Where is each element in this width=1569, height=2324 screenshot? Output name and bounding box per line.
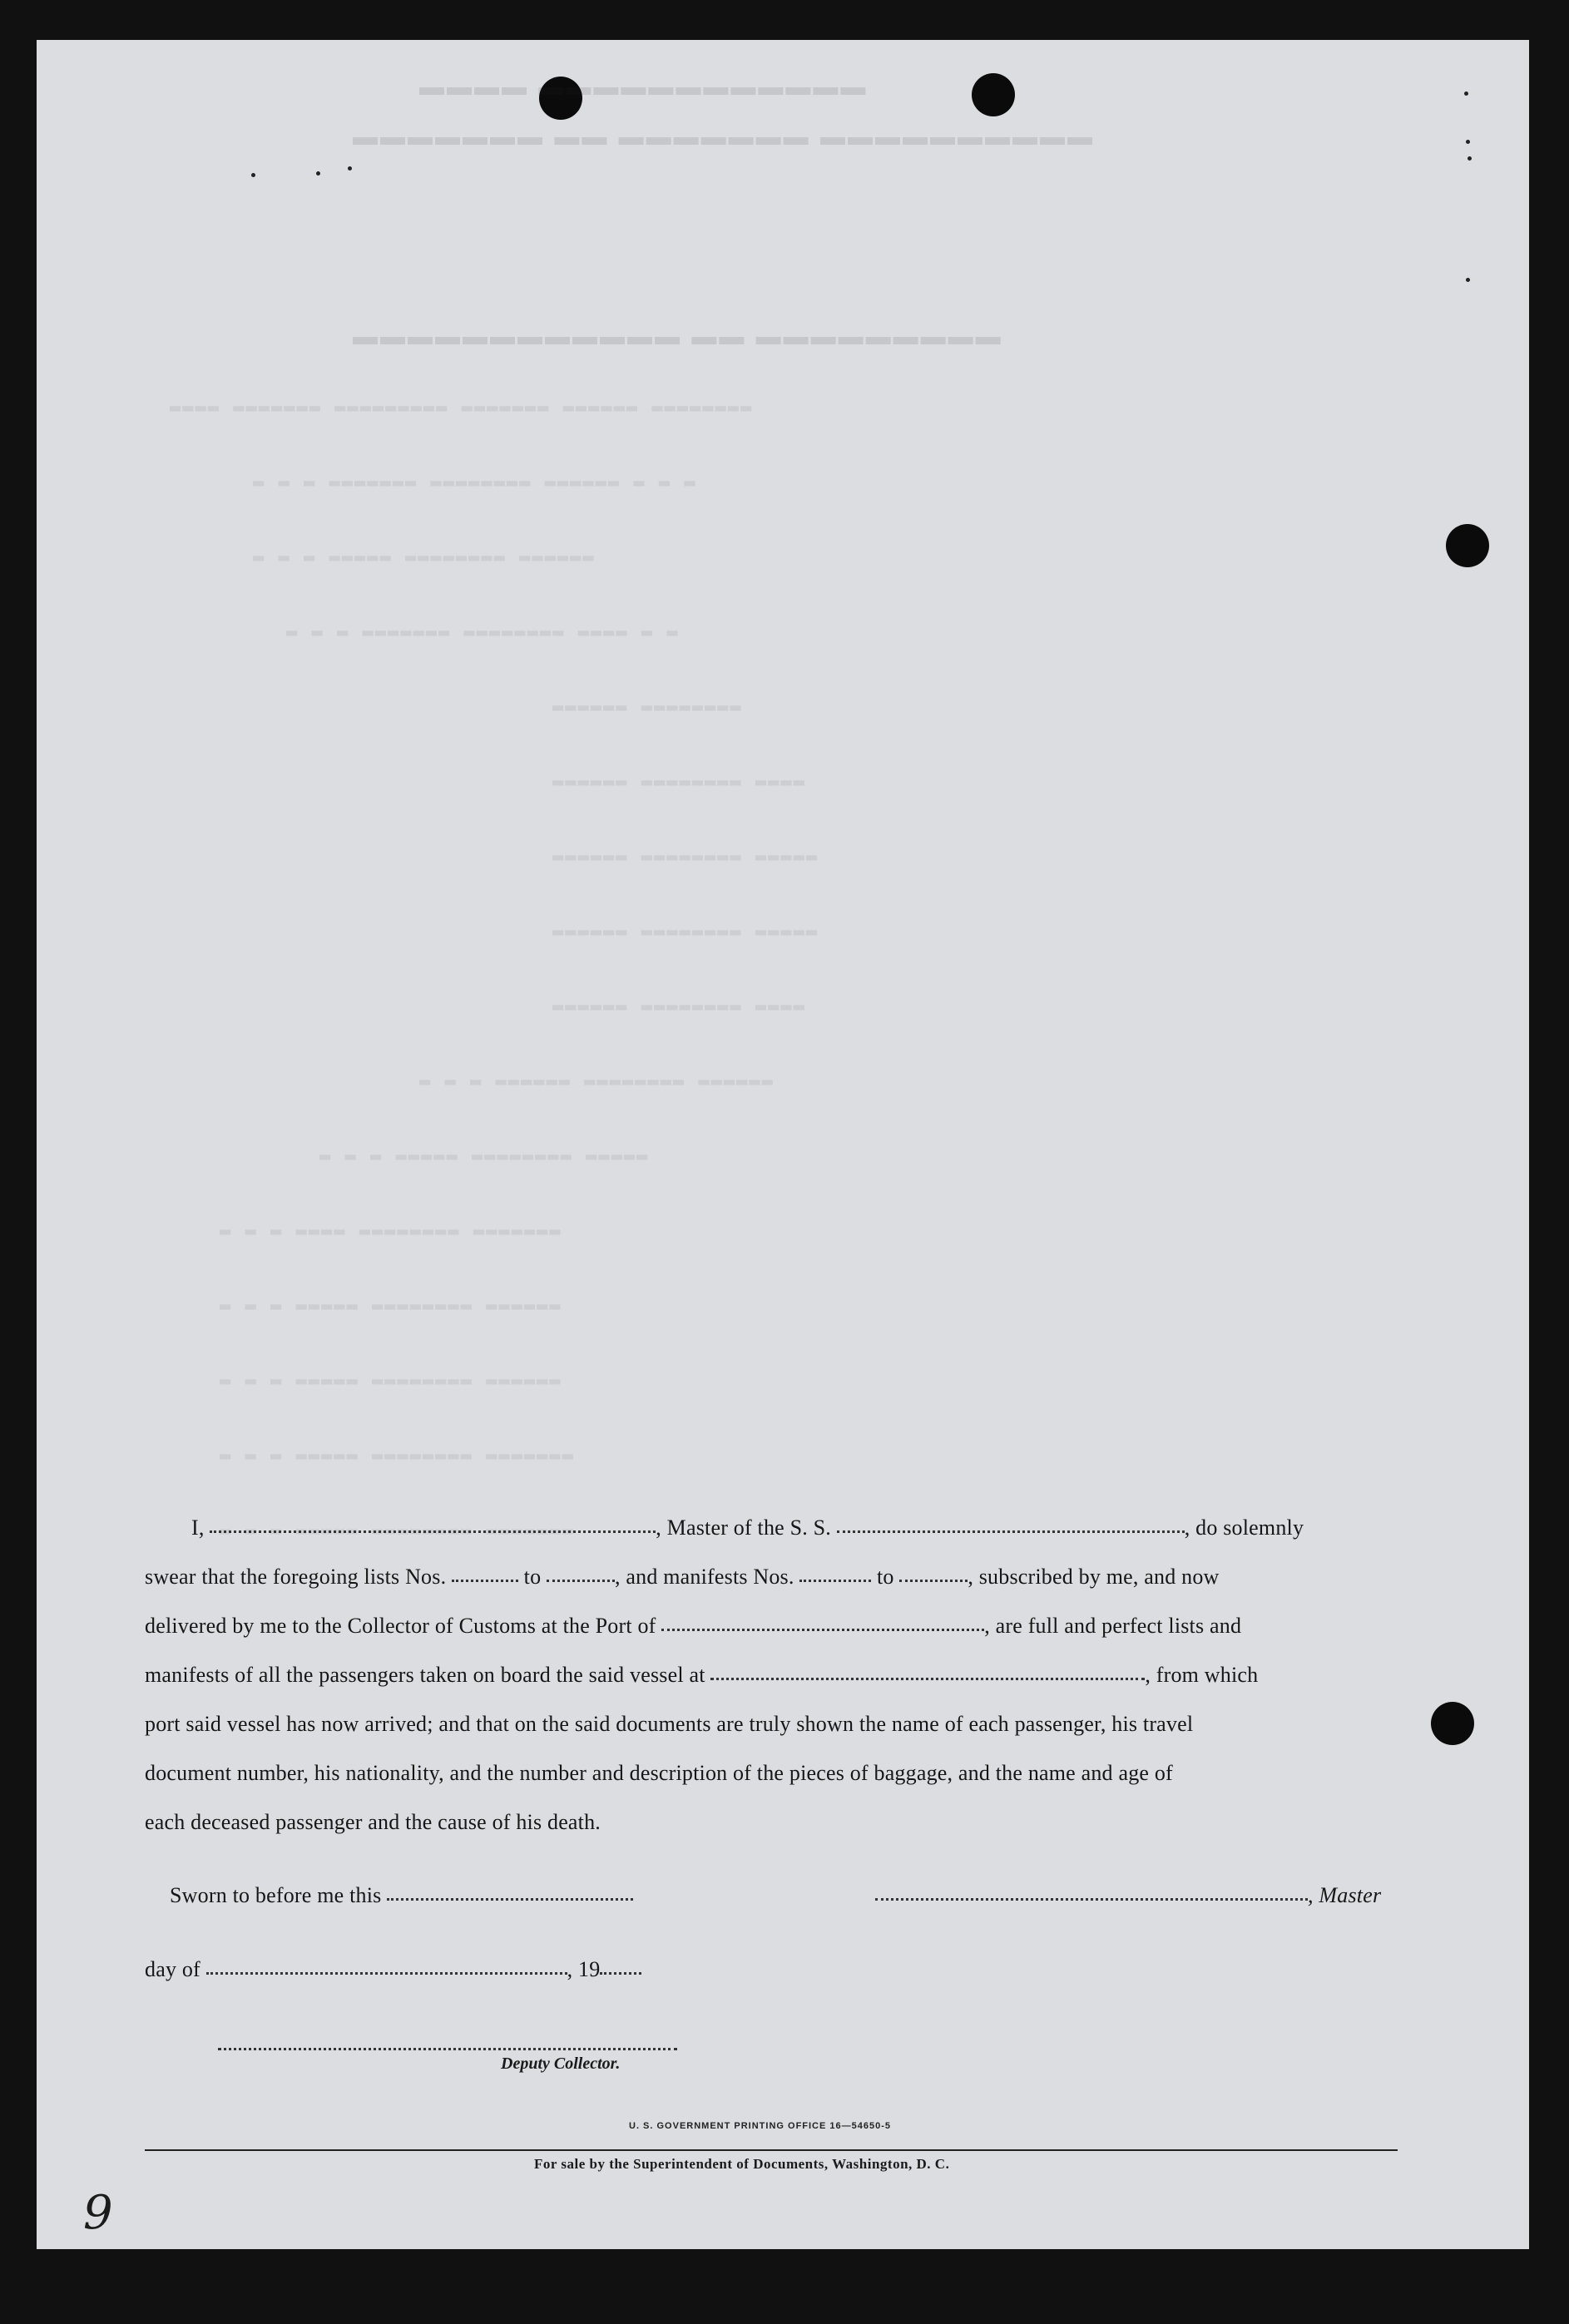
punch-hole-right-upper xyxy=(1446,524,1489,567)
document-page: ▬▬▬▬ ▬▬▬▬▬▬▬▬▬▬▬▬ ▬▬▬▬▬▬▬ ▬▬ ▬▬▬▬▬▬▬ ▬▬▬▬▬▬▬▬▬▬ ▬▬▬▬▬▬▬▬▬▬▬▬ ▬▬ ▬▬▬▬▬▬▬▬▬ ▬▬▬▬ ▬▬▬▬▬▬▬ ▬▬▬▬▬▬▬▬▬ ▬▬▬▬▬▬▬ ▬▬▬▬▬▬ ▬▬▬▬▬▬▬▬ ▬ ▬ ▬ ▬▬▬▬▬▬▬ ▬▬▬▬▬▬▬▬ ▬▬▬▬▬▬ ▬ ▬ ▬ ▬ ▬ ▬ ▬▬▬▬▬ ▬▬▬▬▬▬▬▬ ▬▬▬▬▬▬ ▬ ▬ ▬ ▬▬▬▬▬▬▬ ▬▬▬▬▬▬▬▬ ▬▬▬▬ ▬ ▬ ▬▬▬▬▬▬ ▬▬▬▬▬▬▬▬ ▬▬▬▬▬▬ ▬▬▬▬▬▬▬▬ ▬▬▬▬ ▬▬▬▬▬▬ ▬▬▬▬▬▬▬▬ ▬▬▬▬▬ ▬▬▬▬▬▬ ▬▬▬▬▬▬▬▬ ▬▬▬▬▬ ▬▬▬▬▬▬ ▬▬▬▬▬▬▬▬ ▬▬▬▬ ▬ ▬ ▬ ▬▬▬▬▬▬ ▬▬▬▬▬▬▬▬ ▬▬▬▬▬▬ ▬ ▬ ▬ ▬▬▬▬▬ ▬▬▬▬▬▬▬▬ ▬▬▬▬▬ ▬ ▬ ▬ ▬▬▬▬ ▬▬▬▬▬▬▬▬ ▬▬▬▬▬▬▬ ▬ ▬ ▬ ▬▬▬▬▬ ▬▬▬▬▬▬▬▬ ▬▬▬▬▬▬ ▬ ▬ ▬ ▬▬▬▬▬ ▬▬▬▬▬▬▬▬ ▬▬▬▬▬▬ ▬ ▬ ▬ ▬▬▬▬▬ ▬▬▬▬▬▬▬▬ ▬▬▬▬▬▬▬ ▬ ▬ ▬ ▬▬▬▬▬ ▬▬▬▬▬▬▬▬ ▬▬▬▬▬▬▬ I, , Master of the S. S. , do solemnly swear that the foregoing lists Nos. to , and manifests Nos. to , subscribed by me, and now delivered by me to the Collector of Customs at the Port of , are full and perfect lists and manifests of all the passengers taken on board the said vessel at , from which port said vessel has now arrived; and that on the said documents are truly shown the name of each passenger, his travel document number, his nationality, and the number and description of the pieces of baggage, and the name and age of each deceased passenger and the cause of his death. Sworn to before me this , Master day of , 19 Deputy Collector. U. S. GOVERNMENT PRINTING OFFICE 16—54650-5 For sale by the Superintendent of Documents, Washington, D. C. 9 xyxy=(37,40,1529,2249)
punch-hole-top-right xyxy=(972,73,1015,116)
speck xyxy=(1466,278,1470,282)
oath-line-2-to-2: to xyxy=(877,1565,894,1589)
speck xyxy=(316,171,320,176)
port-of-departure-field[interactable] xyxy=(710,1678,1145,1680)
sworn-day-field[interactable] xyxy=(387,1898,633,1901)
oath-line-4-start: manifests of all the passengers taken on board the said vessel at xyxy=(145,1663,705,1687)
deputy-signature-line[interactable] xyxy=(218,2048,677,2050)
port-of-arrival-field[interactable] xyxy=(661,1629,984,1631)
oath-line-4 xyxy=(145,1663,1258,1688)
year-prefix: , 19 xyxy=(567,1957,601,1981)
deputy-collector-label: Deputy Collector. xyxy=(501,2055,621,2073)
oath-line-2-manifests: , and manifests Nos. xyxy=(615,1565,794,1589)
vessel-name-field[interactable] xyxy=(837,1530,1185,1533)
punch-hole-right-lower xyxy=(1431,1702,1474,1745)
oath-line-2-to-1: to xyxy=(523,1565,542,1589)
footer-rule xyxy=(145,2149,1398,2151)
speck xyxy=(1464,91,1468,96)
oath-line-1-end: , do solemnly xyxy=(1184,1516,1304,1540)
speck xyxy=(251,173,255,177)
sale-note: For sale by the Superintendent of Documents, Washington, D. C. xyxy=(534,2156,950,2172)
lists-from-field[interactable] xyxy=(452,1580,518,1582)
sworn-line xyxy=(170,1883,633,1908)
oath-line-1 xyxy=(191,1516,1304,1540)
oath-line-4-end: , from which xyxy=(1145,1663,1259,1687)
manifests-from-field[interactable] xyxy=(799,1580,871,1582)
oath-line-3-start: delivered by me to the Collector of Customs at the Port of xyxy=(145,1614,656,1638)
oath-line-6: document number, his nationality, and the number and description of the pieces of baggage, and the name and age of xyxy=(145,1761,1173,1785)
oath-line-2 xyxy=(145,1565,1220,1590)
year-field[interactable] xyxy=(600,1972,641,1975)
sworn-label: Sworn to before me this xyxy=(170,1883,382,1907)
master-signature-field[interactable] xyxy=(875,1898,1308,1901)
oath-line-5: port said vessel has now arrived; and that on the said documents are truly shown the name of each passenger, his travel xyxy=(145,1712,1194,1736)
master-signature-line xyxy=(875,1883,1381,1908)
speck xyxy=(1468,156,1472,161)
master-name-field[interactable] xyxy=(210,1530,656,1533)
oath-line-1-mid: , Master of the S. S. xyxy=(656,1516,832,1540)
day-of-line xyxy=(145,1957,641,1982)
handwritten-page-number: 9 xyxy=(83,2186,113,2240)
master-label: , Master xyxy=(1308,1883,1382,1907)
speck xyxy=(348,166,352,171)
day-of-label: day of xyxy=(145,1957,200,1981)
oath-line-3-end: , are full and perfect lists and xyxy=(984,1614,1242,1638)
oath-line-3 xyxy=(145,1614,1241,1639)
month-field[interactable] xyxy=(206,1972,567,1975)
speck xyxy=(1466,140,1470,144)
oath-line-7: each deceased passenger and the cause of his death. xyxy=(145,1810,601,1834)
oath-line-2-end: , subscribed by me, and now xyxy=(968,1565,1220,1589)
manifests-to-field[interactable] xyxy=(899,1580,968,1582)
lists-to-field[interactable] xyxy=(547,1580,615,1582)
oath-line-1-start: I, xyxy=(191,1516,205,1540)
printing-office-line: U. S. GOVERNMENT PRINTING OFFICE 16—54650-5 xyxy=(629,2121,892,2131)
oath-line-2-start: swear that the foregoing lists Nos. xyxy=(145,1565,447,1589)
